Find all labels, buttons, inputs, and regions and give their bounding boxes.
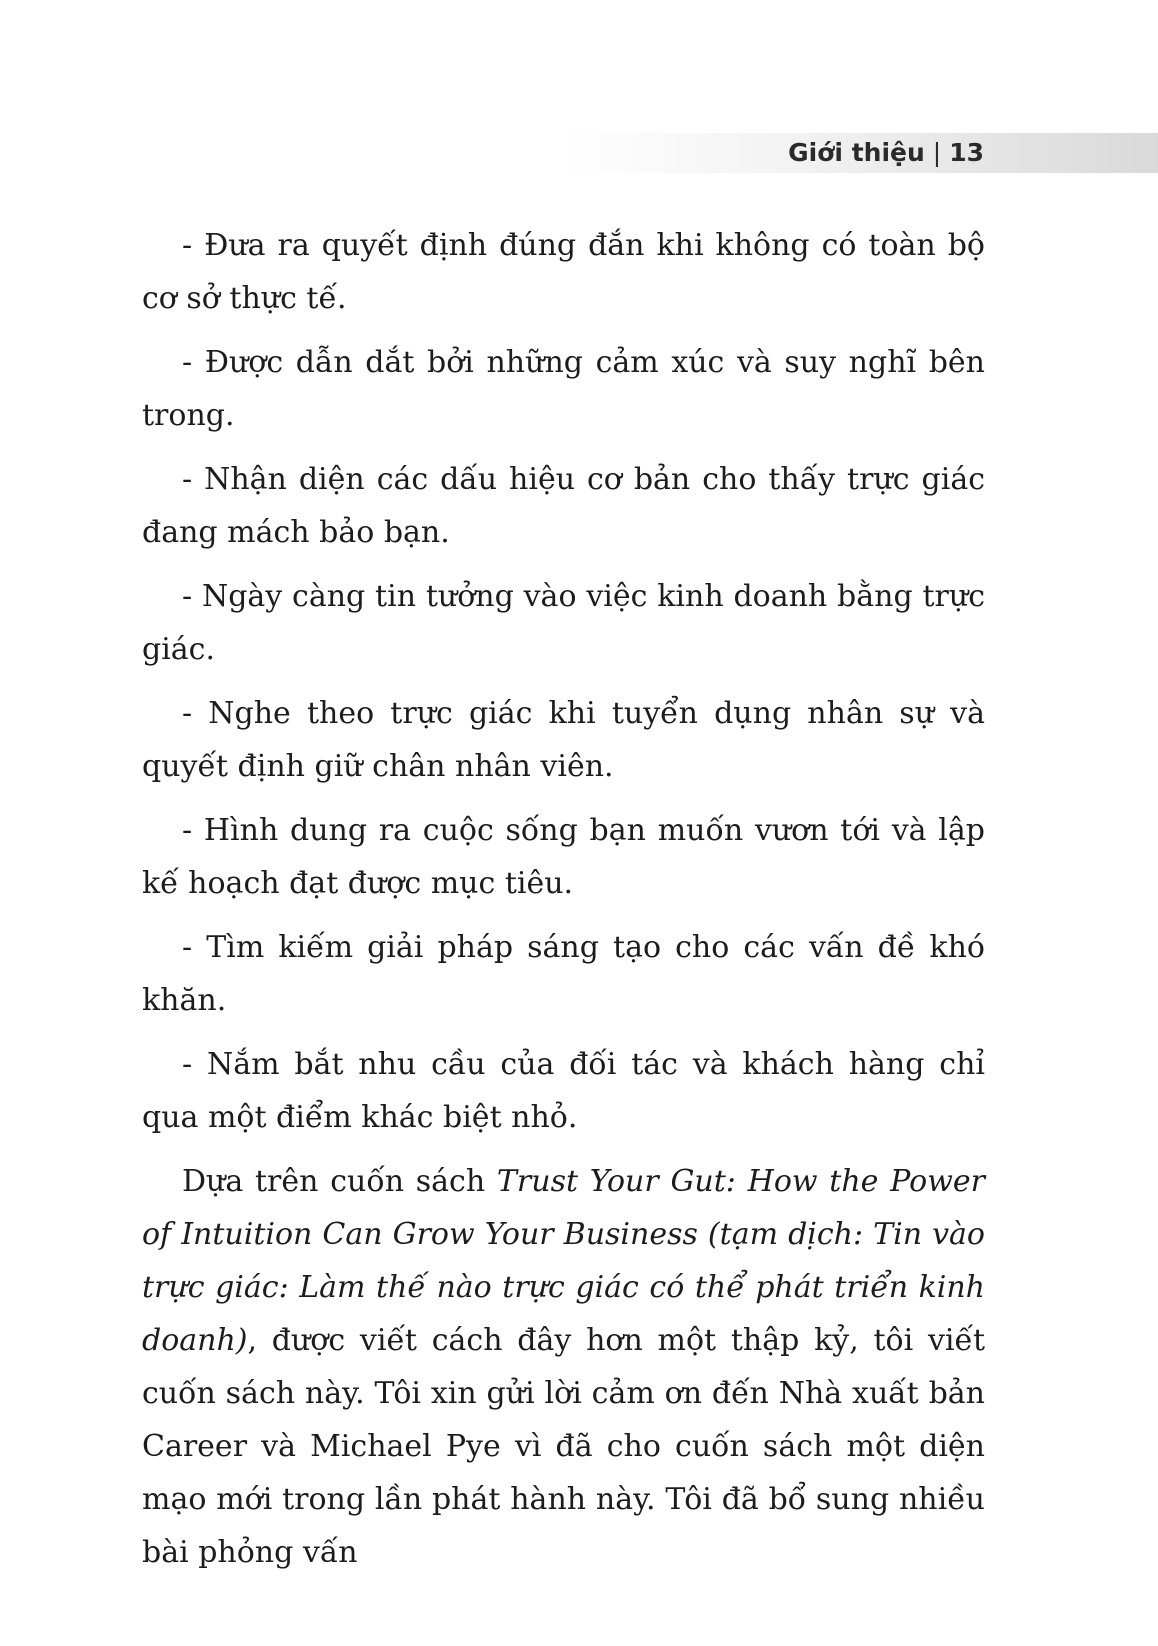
header-separator: | [932, 138, 942, 167]
bullet-item: - Nghe theo trực giác khi tuyển dụng nhân sự và quyết định giữ chân nhân viên. [142, 696, 985, 784]
bullet-item: - Ngày càng tin tưởng vào việc kinh doanh bằng trực giác. [142, 579, 985, 667]
bullet-item: - Nắm bắt nhu cầu của đối tác và khách hàng chỉ qua một điểm khác biệt nhỏ. [142, 1047, 985, 1135]
bullet-item: - Được dẫn dắt bởi những cảm xúc và suy nghĩ bên trong. [142, 345, 985, 433]
section-title: Giới thiệu [788, 138, 925, 167]
closing-rest: , được viết cách đây hơn một thập kỷ, tôi viết cuốn sách này. Tôi xin gửi lời cảm ơn đến Nhà xuất bản Career và Michael Pye vì đã cho cuốn sách một diện mạo mới trong lần phát hành này. Tôi đã bổ sung nhiều bài phỏng vấn [142, 1323, 985, 1570]
closing-paragraph [142, 1155, 985, 1579]
page-body [142, 219, 985, 1590]
page-number: 13 [949, 138, 984, 167]
bullet-item: - Hình dung ra cuộc sống bạn muốn vươn tới và lập kế hoạch đạt được mục tiêu. [142, 813, 985, 901]
closing-lead: Dựa trên cuốn sách [182, 1164, 497, 1199]
book-title: Trust Your Gut: How the Power of Intuition Can Grow Your Business (tạm dịch: Tin vào trực giác: Làm thế nào trực giác có thể phát triển kinh doanh) [142, 1164, 985, 1358]
bullet-item: - Nhận diện các dấu hiệu cơ bản cho thấy trực giác đang mách bảo bạn. [142, 462, 985, 550]
bullet-item: - Đưa ra quyết định đúng đắn khi không có toàn bộ cơ sở thực tế. [142, 228, 985, 316]
bullet-item: - Tìm kiếm giải pháp sáng tạo cho các vấn đề khó khăn. [142, 930, 985, 1018]
running-head [788, 133, 984, 173]
